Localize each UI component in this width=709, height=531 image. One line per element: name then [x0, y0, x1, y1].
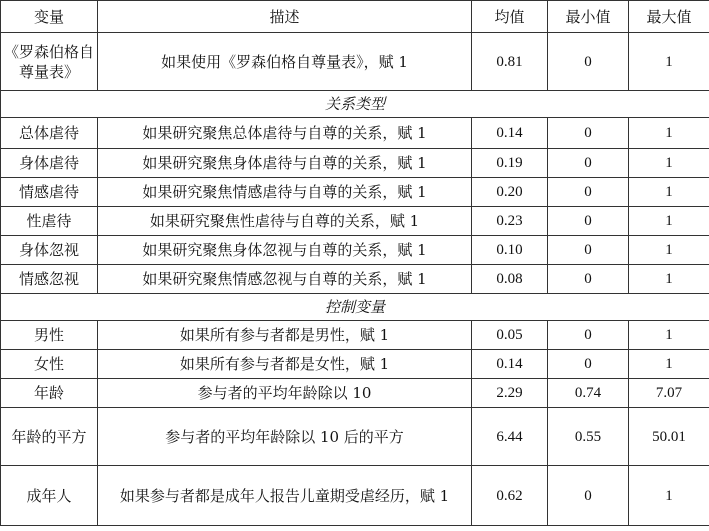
variable-cell: 《罗森伯格自尊量表》 [1, 33, 98, 91]
variable-cell: 男性 [1, 321, 98, 350]
min-cell: 0 [548, 118, 629, 149]
section-row [1, 294, 709, 321]
mean-cell: 0.10 [472, 236, 548, 265]
variable-cell: 性虐待 [1, 207, 98, 236]
variable-cell: 年龄的平方 [1, 408, 98, 466]
section-title: 控制变量 [1, 294, 709, 321]
mean-cell: 2.29 [472, 379, 548, 408]
description-cell: 如果所有参与者都是女性，赋 1 [98, 350, 472, 379]
section-row [1, 91, 709, 118]
min-cell: 0 [548, 321, 629, 350]
min-cell: 0 [548, 350, 629, 379]
description-cell: 如果研究聚焦情感忽视与自尊的关系，赋 1 [98, 265, 472, 294]
variable-cell: 成年人 [1, 466, 98, 526]
max-cell: 50.01 [629, 408, 709, 466]
table-row [1, 33, 709, 91]
table-row [1, 236, 709, 265]
variable-cell: 身体忽视 [1, 236, 98, 265]
min-cell: 0 [548, 466, 629, 526]
table-row [1, 118, 709, 149]
min-cell: 0.55 [548, 408, 629, 466]
header-max: 最大值 [629, 1, 709, 33]
section-title: 关系类型 [1, 91, 709, 118]
table-row [1, 207, 709, 236]
table-row [1, 408, 709, 466]
variable-cell: 总体虐待 [1, 118, 98, 149]
table-row [1, 379, 709, 408]
mean-cell: 6.44 [472, 408, 548, 466]
table-row [1, 265, 709, 294]
variable-cell: 情感忽视 [1, 265, 98, 294]
variable-cell: 情感虐待 [1, 178, 98, 207]
min-cell: 0 [548, 33, 629, 91]
description-cell: 如果所有参与者都是男性，赋 1 [98, 321, 472, 350]
description-cell: 如果研究聚焦总体虐待与自尊的关系，赋 1 [98, 118, 472, 149]
description-cell: 如果研究聚焦身体虐待与自尊的关系，赋 1 [98, 149, 472, 178]
max-cell: 1 [629, 118, 709, 149]
max-cell: 1 [629, 265, 709, 294]
min-cell: 0 [548, 178, 629, 207]
min-cell: 0 [548, 236, 629, 265]
header-variable: 变量 [1, 1, 98, 33]
min-cell: 0.74 [548, 379, 629, 408]
mean-cell: 0.19 [472, 149, 548, 178]
max-cell: 7.07 [629, 379, 709, 408]
description-cell: 参与者的平均年龄除以 10 [98, 379, 472, 408]
max-cell: 1 [629, 178, 709, 207]
max-cell: 1 [629, 466, 709, 526]
max-cell: 1 [629, 33, 709, 91]
mean-cell: 0.08 [472, 265, 548, 294]
max-cell: 1 [629, 149, 709, 178]
variable-cell: 女性 [1, 350, 98, 379]
table-row [1, 149, 709, 178]
mean-cell: 0.23 [472, 207, 548, 236]
description-cell: 如果研究聚焦身体忽视与自尊的关系，赋 1 [98, 236, 472, 265]
mean-cell: 0.05 [472, 321, 548, 350]
max-cell: 1 [629, 207, 709, 236]
variable-cell: 年龄 [1, 379, 98, 408]
table-header-row [1, 1, 709, 33]
min-cell: 0 [548, 207, 629, 236]
description-cell: 参与者的平均年龄除以 10 后的平方 [98, 408, 472, 466]
header-description: 描述 [98, 1, 472, 33]
max-cell: 1 [629, 236, 709, 265]
table-row [1, 466, 709, 526]
header-mean: 均值 [472, 1, 548, 33]
table-row [1, 321, 709, 350]
description-cell: 如果研究聚焦情感虐待与自尊的关系，赋 1 [98, 178, 472, 207]
max-cell: 1 [629, 321, 709, 350]
header-min: 最小值 [548, 1, 629, 33]
min-cell: 0 [548, 265, 629, 294]
table-row [1, 178, 709, 207]
description-cell: 如果使用《罗森伯格自尊量表》，赋 1 [98, 33, 472, 91]
mean-cell: 0.20 [472, 178, 548, 207]
mean-cell: 0.14 [472, 350, 548, 379]
description-cell: 如果研究聚焦性虐待与自尊的关系，赋 1 [98, 207, 472, 236]
table-row [1, 350, 709, 379]
variable-cell: 身体虐待 [1, 149, 98, 178]
description-cell: 如果参与者都是成年人报告儿童期受虐经历，赋 1 [98, 466, 472, 526]
max-cell: 1 [629, 350, 709, 379]
mean-cell: 0.62 [472, 466, 548, 526]
mean-cell: 0.81 [472, 33, 548, 91]
mean-cell: 0.14 [472, 118, 548, 149]
min-cell: 0 [548, 149, 629, 178]
